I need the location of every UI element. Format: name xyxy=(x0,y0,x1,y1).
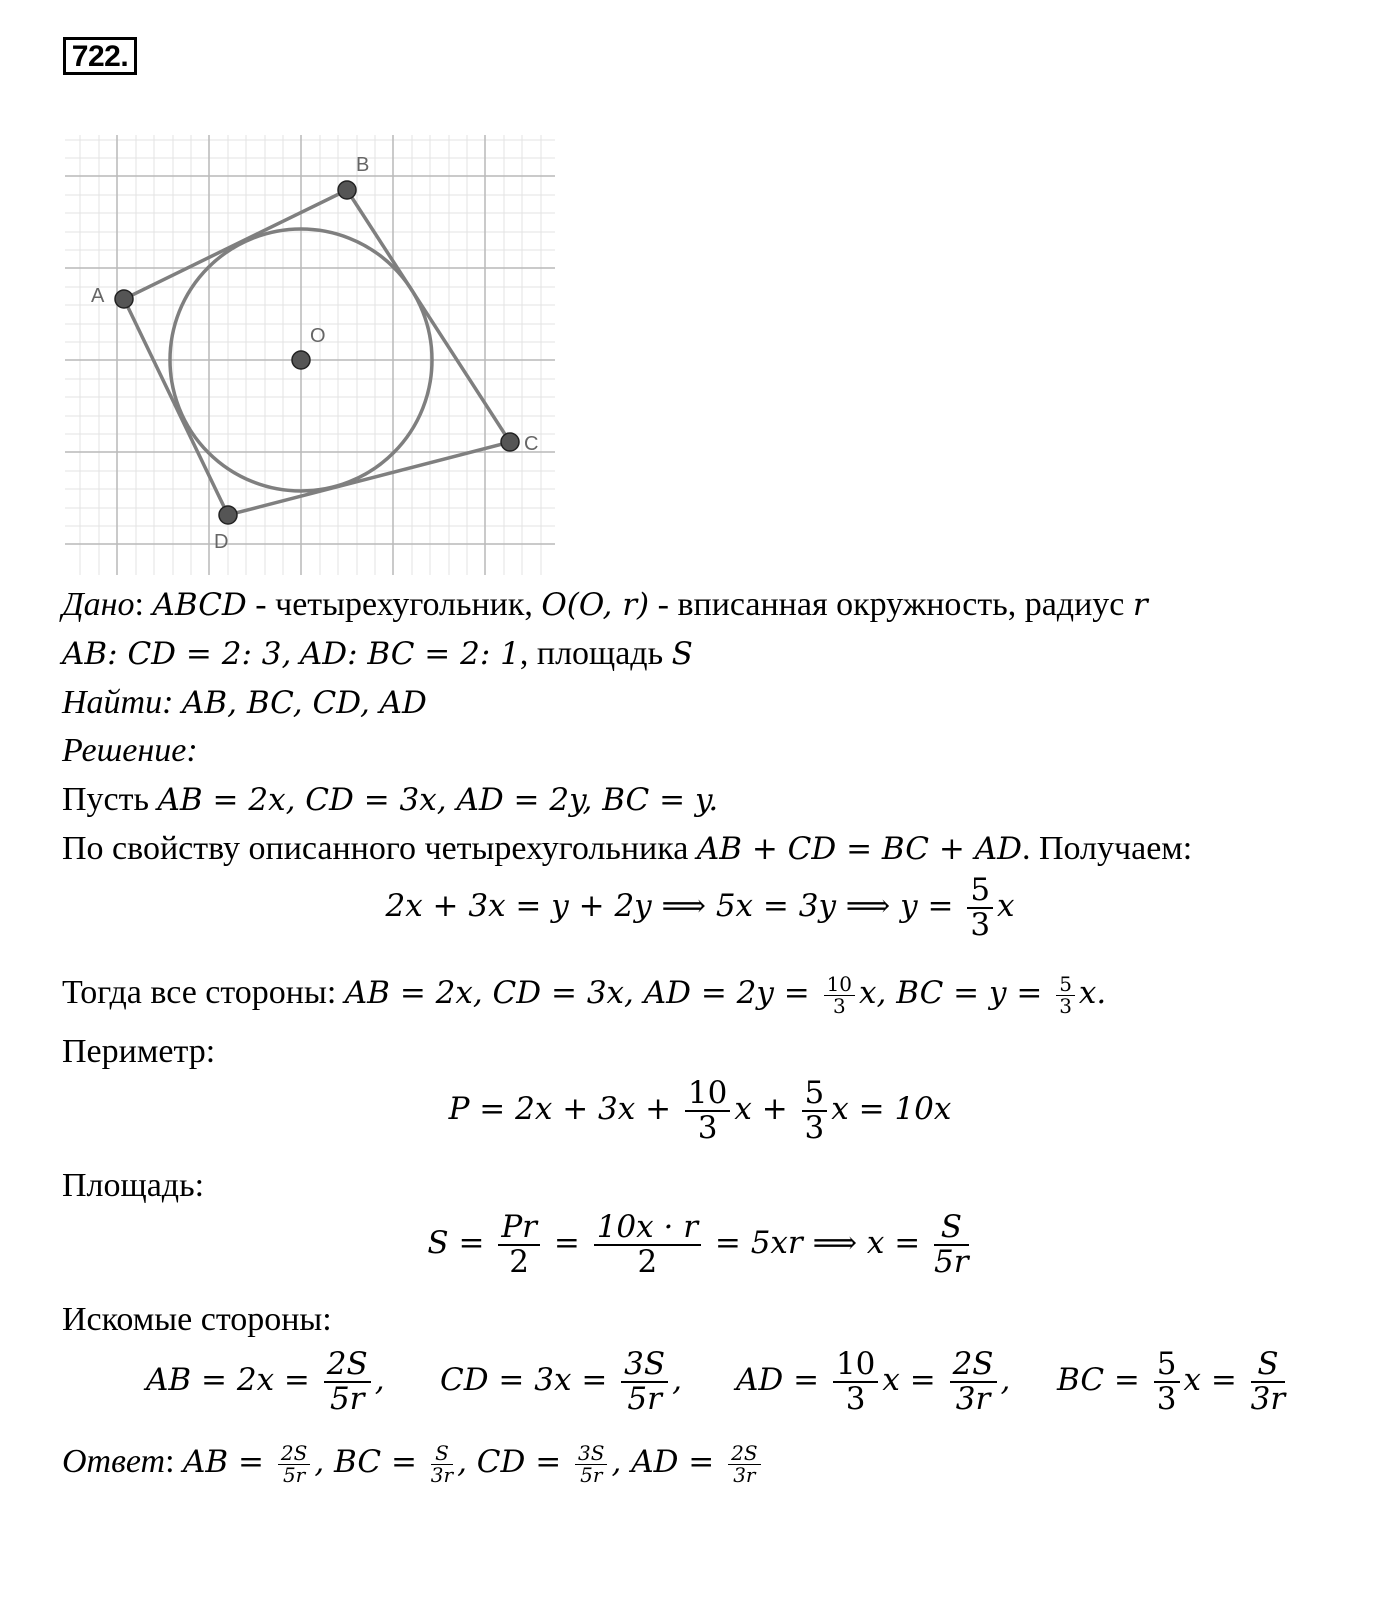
sides-line: Тогда все стороны: AB = 2x, CD = 3x, AD = 2y = $\frac{10}{3}$ x, BC = y = $\frac{5}{3}$ x. xyxy=(62,971,1107,1018)
given-line-2: AB: CD = 2: 3, AD: BC = 2: 1, площадь S xyxy=(62,635,693,672)
grid-minor xyxy=(65,135,555,575)
point-b xyxy=(338,181,356,199)
perimeter-label: Периметр: xyxy=(62,1033,216,1070)
area-label: Площадь: xyxy=(62,1167,205,1204)
label-c: C xyxy=(524,433,539,455)
equation-2: P = 2x + 3x + $\frac{10}{3}$ x + $\frac{5}{3}$ x = 10x xyxy=(448,1075,952,1146)
answer-line: Ответ: AB = $\frac{2S}{5r}$ , BC = $\frac{S}{3r}$ , CD = $\frac{3S}{5r}$ , AD = $\frac{2S}{3r}$ xyxy=(62,1442,765,1486)
point-c xyxy=(501,433,519,451)
solution-label: Решение: xyxy=(62,732,198,769)
label-b: B xyxy=(356,154,370,176)
find-line: Найти: AB, BC, CD, AD xyxy=(62,684,427,721)
quadrilateral-abcd xyxy=(124,190,510,515)
point-d xyxy=(219,506,237,524)
equation-1: 2x + 3x = y + 2y ⟹ 5x = 3y ⟹ y = $\frac{5}{3}$ x xyxy=(385,872,1015,943)
sought-label: Искомые стороны: xyxy=(62,1301,332,1338)
equation-3: S = $\frac{Pr}{2}$ = $\frac{10x \cdot r}{2}$ = 5xr ⟹ x = $\frac{S}{5r}$ xyxy=(427,1209,969,1280)
problem-number: 722. xyxy=(63,37,137,75)
label-o: O xyxy=(310,325,326,347)
point-o xyxy=(292,351,310,369)
grid-major xyxy=(65,135,555,575)
label-a: A xyxy=(91,285,105,307)
given-line-1: Дано: ABCD - четырехугольник, O(O, r) - вписанная окружность, радиус r xyxy=(62,586,1148,623)
geometry-figure xyxy=(60,130,560,580)
let-line: Пусть AB = 2x, CD = 3x, AD = 2y, BC = y. xyxy=(62,781,719,818)
label-d: D xyxy=(214,531,229,553)
property-line: По свойству описанного четырехугольника AB + CD = BC + AD. Получаем: xyxy=(62,830,1193,867)
point-a xyxy=(115,290,133,308)
